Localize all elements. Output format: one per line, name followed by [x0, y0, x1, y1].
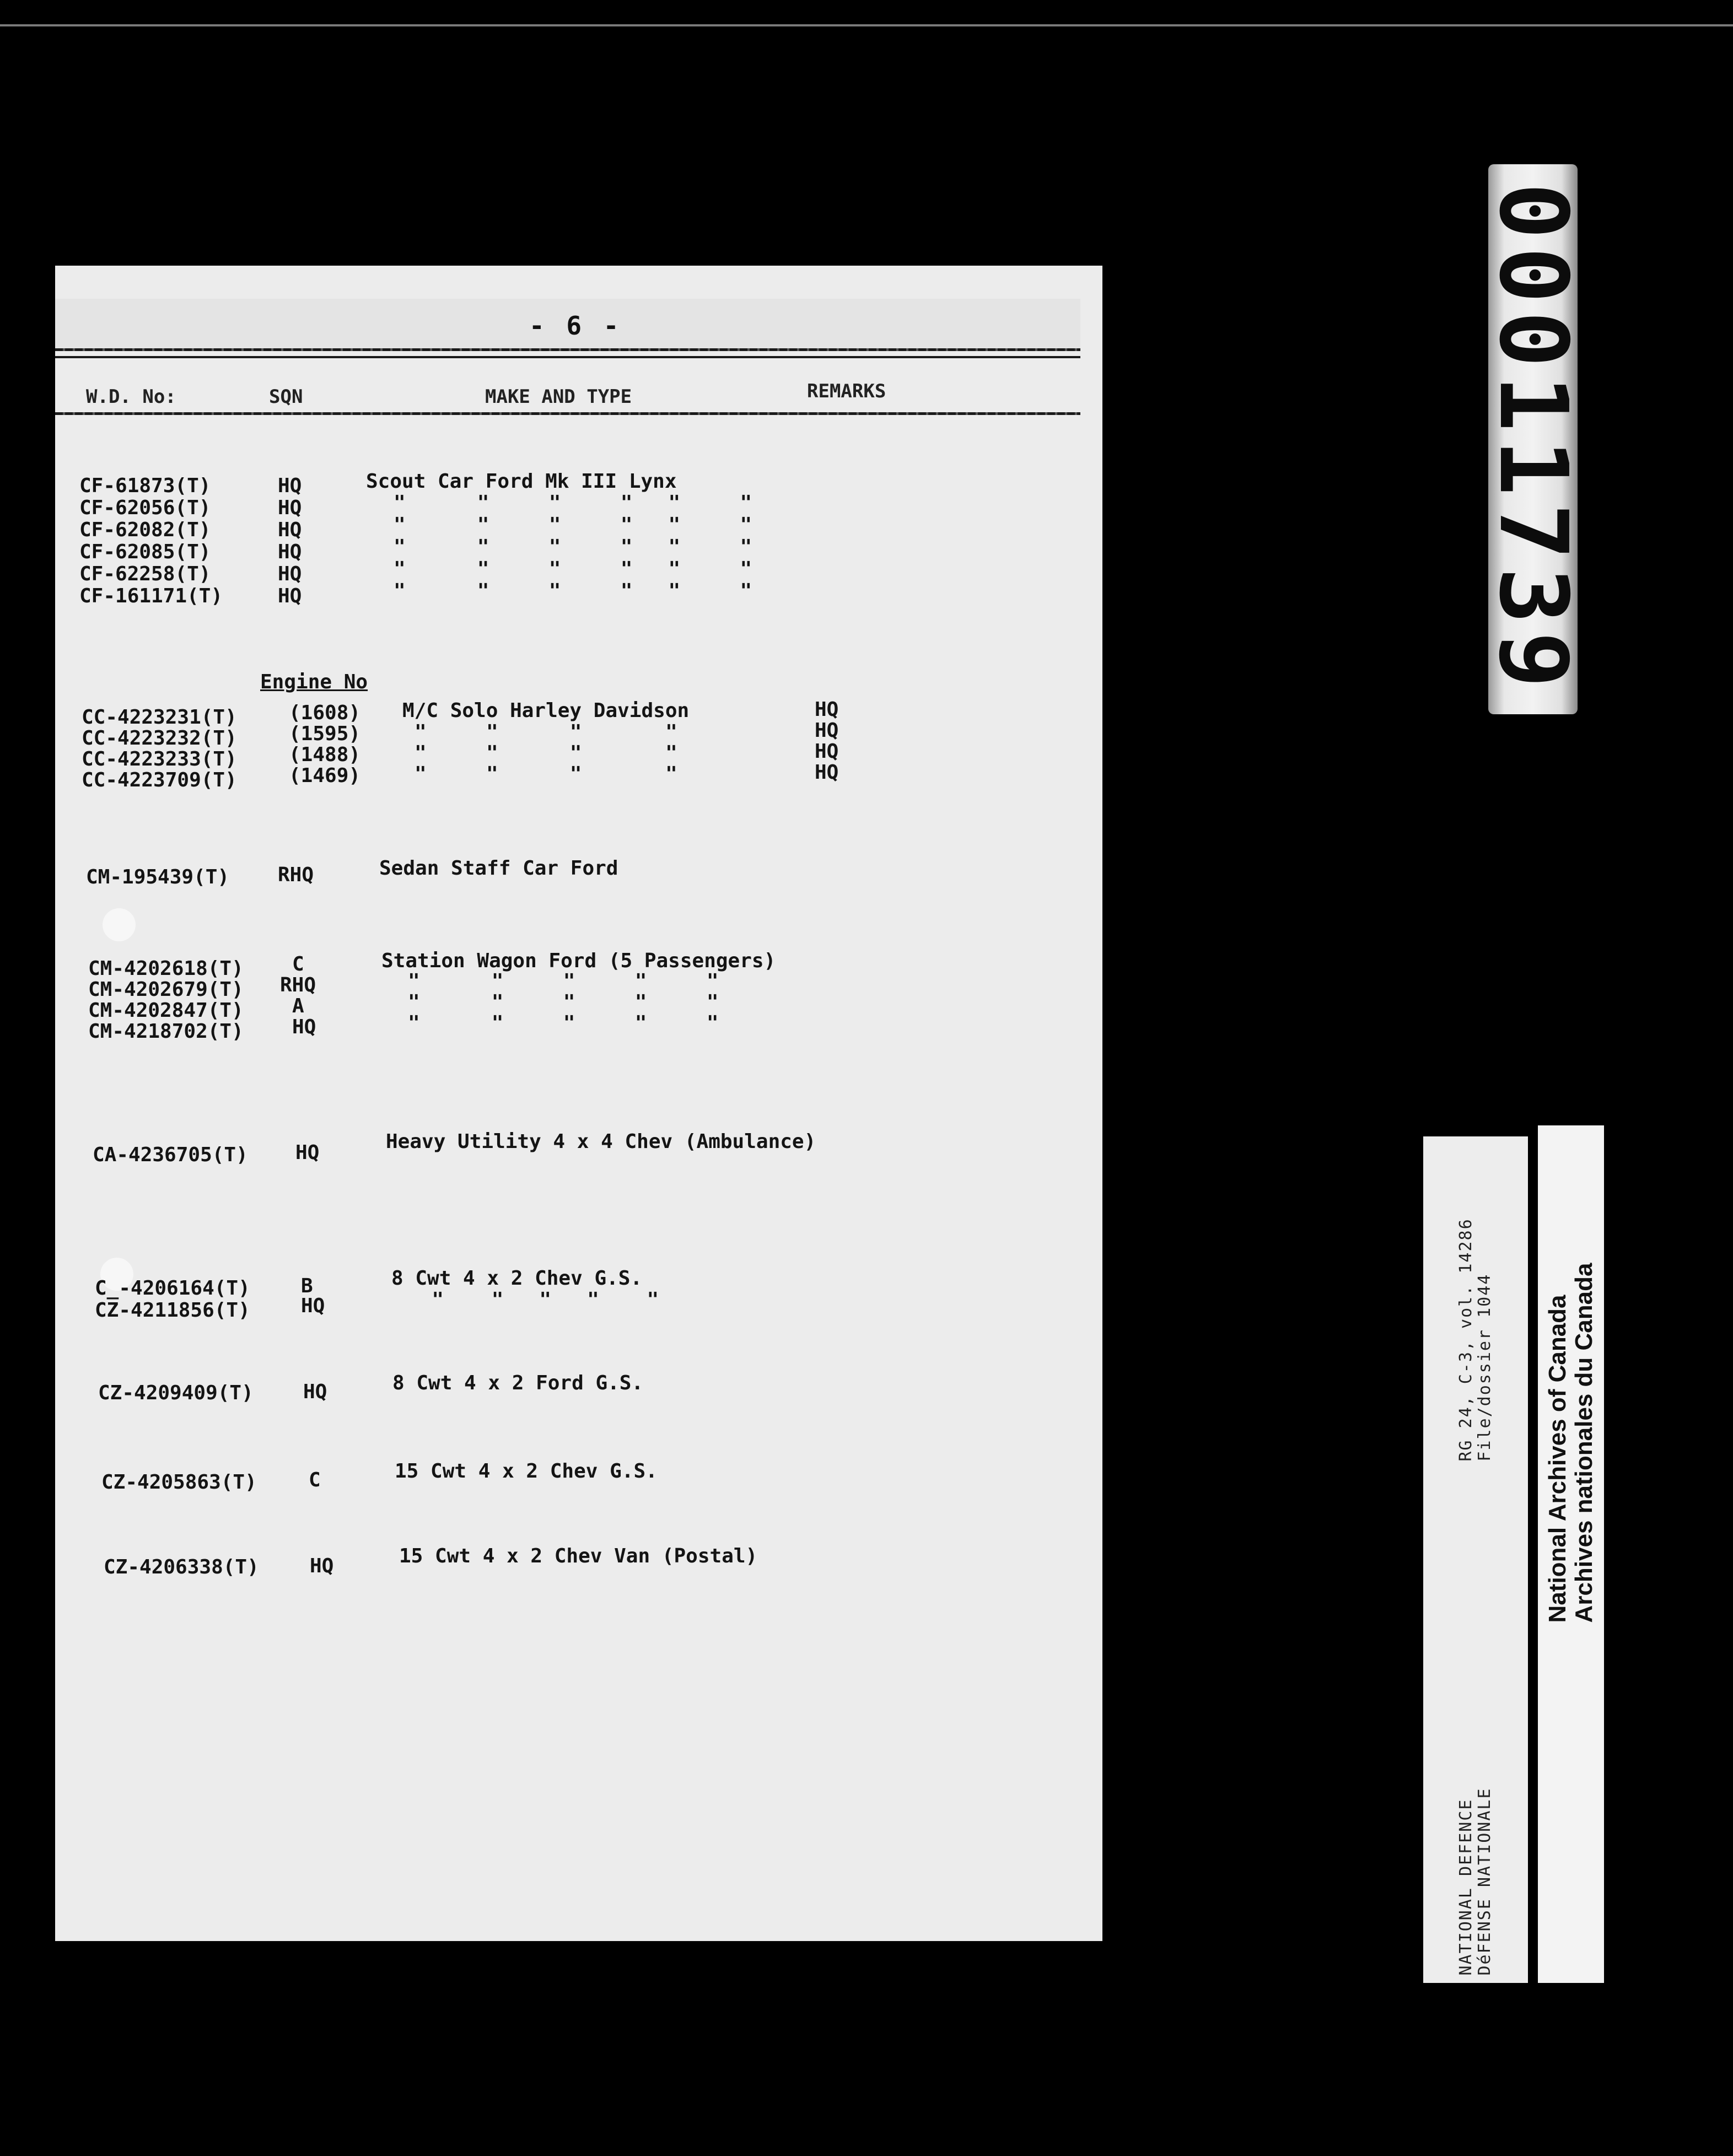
make-type: 8 Cwt 4 x 2 Ford G.S.	[392, 1372, 644, 1394]
wd-number: CA-4236705(T)	[93, 1144, 248, 1166]
sqn: HQ	[278, 475, 302, 497]
archive-label-reference	[1423, 1136, 1528, 1983]
frame-counter-number: 00011739	[1478, 182, 1587, 696]
wd-number: CF-62082(T)	[79, 519, 211, 541]
remarks: HQ	[815, 761, 839, 784]
wd-number: CM-4218702(T)	[88, 1020, 244, 1043]
sqn: A	[292, 995, 304, 1017]
wd-number: CZ-4209409(T)	[98, 1382, 254, 1404]
ditto-marks: " " " "	[415, 721, 677, 743]
engine-number: (1608)	[289, 702, 361, 724]
reference-line-2: File/dossier 1044	[1475, 1273, 1494, 1462]
engine-number: (1488)	[289, 743, 361, 766]
wd-number: CF-62056(T)	[79, 497, 211, 519]
wd-number: CZ-4206338(T)	[104, 1556, 259, 1578]
ditto-marks: " " " " " "	[394, 492, 752, 514]
wd-number: CF-62258(T)	[79, 563, 211, 585]
archive-label-title	[1538, 1125, 1604, 1983]
wd-number: CZ-4211856(T)	[95, 1299, 250, 1322]
sqn: HQ	[292, 1016, 316, 1038]
make-type: Station Wagon Ford (5 Passengers)	[381, 950, 776, 972]
wd-number: CC-4223231(T)	[82, 706, 237, 729]
archive-name-en: National Archives of Canada	[1544, 1295, 1571, 1623]
wd-number: CC-4223709(T)	[82, 769, 237, 791]
ditto-marks: " " " " "	[408, 991, 719, 1014]
document-page	[55, 266, 1102, 1941]
wd-number: CF-61873(T)	[79, 475, 211, 497]
sqn: C	[292, 953, 304, 975]
archive-name-block	[1544, 1263, 1597, 1623]
page-number: - 6 -	[529, 311, 622, 341]
ditto-marks: " " " "	[415, 742, 677, 764]
column-header-remarks: REMARKS	[807, 380, 886, 402]
ditto-marks: " " " " " "	[394, 580, 752, 602]
sqn: B	[301, 1275, 313, 1297]
header-rule-top	[55, 348, 1080, 351]
sqn: HQ	[278, 497, 302, 519]
sqn: HQ	[278, 563, 302, 585]
engine-no-heading: Engine No	[260, 671, 368, 693]
make-type: Heavy Utility 4 x 4 Chev (Ambulance)	[386, 1130, 816, 1153]
ditto-marks: " " " "	[415, 763, 677, 785]
ditto-marks: " " " " " "	[394, 536, 752, 558]
make-type: Scout Car Ford Mk III Lynx	[366, 470, 677, 493]
header-rule-bottom	[55, 412, 1080, 415]
wd-number: CZ-4205863(T)	[101, 1471, 257, 1494]
ditto-marks: " " " " " "	[394, 558, 752, 580]
make-type: M/C Solo Harley Davidson	[402, 699, 690, 722]
department-line-1: NATIONAL DEFENCE	[1456, 1798, 1476, 1976]
remarks: HQ	[815, 740, 839, 763]
column-header-wd-no: W.D. No:	[86, 386, 176, 408]
ditto-marks: " " " " "	[408, 1012, 719, 1034]
engine-number: (1595)	[289, 723, 361, 745]
make-type: Sedan Staff Car Ford	[379, 857, 618, 880]
wd-number: CC-4223233(T)	[82, 748, 237, 770]
frame-counter-strip	[1478, 164, 1587, 714]
ditto-marks: " " " " " "	[394, 514, 752, 536]
column-header-make-and-type: MAKE AND TYPE	[485, 386, 632, 408]
wd-number: CM-195439(T)	[86, 866, 230, 888]
department-line-2: DéFENSE NATIONALE	[1475, 1787, 1494, 1976]
sqn: RHQ	[278, 864, 314, 886]
wd-number: CM-4202618(T)	[88, 957, 244, 980]
make-type: 8 Cwt 4 x 2 Chev G.S.	[391, 1267, 643, 1290]
sqn: C	[309, 1469, 321, 1491]
remarks: HQ	[815, 719, 839, 742]
make-type: 15 Cwt 4 x 2 Chev G.S.	[395, 1460, 658, 1483]
sqn: HQ	[295, 1141, 320, 1164]
make-type: 15 Cwt 4 x 2 Chev Van (Postal)	[399, 1545, 758, 1567]
ditto-marks: " " " " "	[408, 970, 719, 993]
wd-number: CF-161171(T)	[79, 585, 223, 607]
sqn: HQ	[303, 1381, 327, 1403]
sqn: HQ	[278, 541, 302, 563]
sqn: HQ	[278, 585, 302, 607]
wd-number: C_-4206164(T)	[95, 1277, 250, 1300]
reference-block	[1457, 1218, 1494, 1461]
sqn: RHQ	[280, 974, 316, 996]
wd-number: CM-4202679(T)	[88, 978, 244, 1001]
sqn: HQ	[278, 519, 302, 541]
header-rule-top-2	[55, 356, 1080, 358]
punch-hole	[103, 908, 136, 941]
remarks: HQ	[815, 698, 839, 721]
wd-number: CC-4223232(T)	[82, 727, 237, 750]
sqn: HQ	[301, 1295, 325, 1317]
column-header-sqn: SQN	[269, 386, 303, 408]
archive-name-fr: Archives nationales du Canada	[1570, 1263, 1597, 1623]
department-block	[1457, 1787, 1494, 1975]
reference-line-1: RG 24, C-3, vol. 14286	[1456, 1217, 1476, 1462]
wd-number: CM-4202847(T)	[88, 999, 244, 1022]
wd-number: CF-62085(T)	[79, 541, 211, 563]
sqn: HQ	[310, 1555, 334, 1577]
film-edge-line	[0, 24, 1733, 26]
ditto-marks: " " " " "	[408, 1289, 659, 1311]
engine-number: (1469)	[289, 764, 361, 787]
